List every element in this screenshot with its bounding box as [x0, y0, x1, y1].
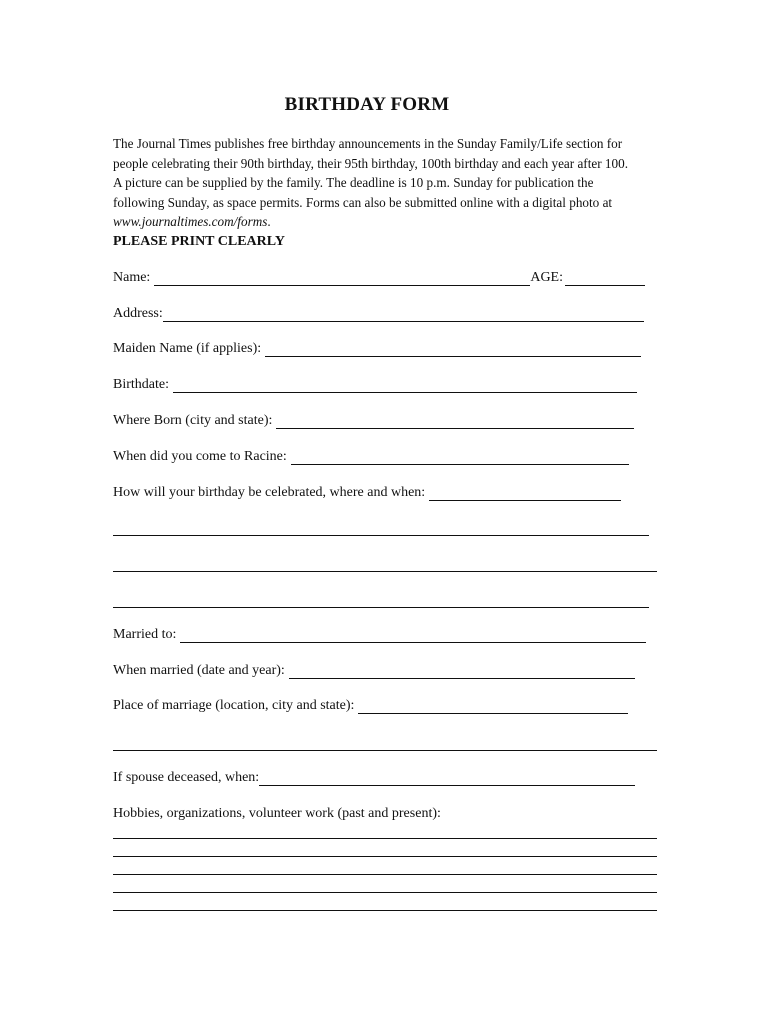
- birthdate-label: Birthdate:: [113, 377, 169, 392]
- intro-line-1: The Journal Times publishes free birthday announcements in the Sunday Family/Life section for: [113, 136, 623, 151]
- hobbies-label: Hobbies, organizations, volunteer work (past and present):: [113, 806, 441, 821]
- come-to-racine-label: When did you come to Racine:: [113, 449, 287, 464]
- hobbies-line-1[interactable]: [113, 838, 657, 839]
- when-married-blank[interactable]: [289, 664, 635, 679]
- address-label: Address:: [113, 306, 163, 321]
- hobbies-row: [113, 806, 441, 822]
- married-to-label: Married to:: [113, 627, 177, 642]
- hobbies-line-4[interactable]: [113, 892, 657, 893]
- spouse-deceased-row: [113, 770, 635, 786]
- birthdate-row: [113, 377, 637, 393]
- celebration-blank[interactable]: [429, 486, 621, 501]
- where-born-row: [113, 413, 634, 429]
- intro-line-2: people celebrating their 90th birthday, their 95th birthday, 100th birthday and each year after 100.: [113, 155, 628, 171]
- spouse-deceased-blank[interactable]: [259, 771, 635, 786]
- age-blank[interactable]: [565, 271, 645, 286]
- when-married-row: [113, 663, 635, 679]
- print-clearly-heading: PLEASE PRINT CLEARLY: [113, 234, 285, 249]
- intro-paragraph: [113, 134, 673, 232]
- birthdate-blank[interactable]: [173, 378, 637, 393]
- hobbies-line-2[interactable]: [113, 856, 657, 857]
- hobbies-line-3[interactable]: [113, 874, 657, 875]
- celebration-line-4[interactable]: [113, 607, 649, 608]
- celebration-row: [113, 485, 621, 501]
- name-blank[interactable]: [154, 271, 530, 286]
- place-of-marriage-line-2[interactable]: [113, 750, 657, 751]
- maiden-name-row: [113, 341, 641, 357]
- intro-line-4: following Sunday, as space permits. Forms can also be submitted online with a digital photo at: [113, 194, 613, 210]
- address-blank[interactable]: [163, 307, 644, 322]
- form-title: BIRTHDAY FORM: [284, 94, 450, 115]
- when-married-label: When married (date and year):: [113, 663, 285, 678]
- married-to-blank[interactable]: [180, 628, 646, 643]
- name-label: Name:: [113, 270, 151, 285]
- hobbies-line-5[interactable]: [113, 910, 657, 911]
- place-of-marriage-row: [113, 698, 628, 714]
- come-to-racine-row: [113, 449, 629, 465]
- address-row: [113, 306, 644, 322]
- spouse-deceased-label: If spouse deceased, when:: [113, 770, 260, 785]
- maiden-name-blank[interactable]: [265, 342, 641, 357]
- where-born-blank[interactable]: [276, 414, 634, 429]
- place-of-marriage-label: Place of marriage (location, city and state):: [113, 698, 355, 713]
- url-suffix: .: [267, 214, 271, 229]
- intro-line-5: [113, 212, 673, 232]
- intro-line-3: A picture can be supplied by the family. The deadline is 10 p.m. Sunday for publication the: [113, 175, 594, 190]
- come-to-racine-blank[interactable]: [291, 450, 629, 465]
- where-born-label: Where Born (city and state):: [113, 413, 273, 428]
- maiden-name-label: Maiden Name (if applies):: [113, 341, 262, 356]
- married-to-row: [113, 627, 646, 643]
- age-label: AGE:: [530, 270, 563, 285]
- place-of-marriage-blank[interactable]: [358, 699, 628, 714]
- celebration-line-3[interactable]: [113, 571, 657, 572]
- celebration-line-2[interactable]: [113, 535, 649, 536]
- forms-url-link[interactable]: www.journaltimes.com/forms: [113, 214, 268, 229]
- celebration-label: How will your birthday be celebrated, where and when:: [113, 485, 426, 500]
- name-row: [113, 270, 645, 286]
